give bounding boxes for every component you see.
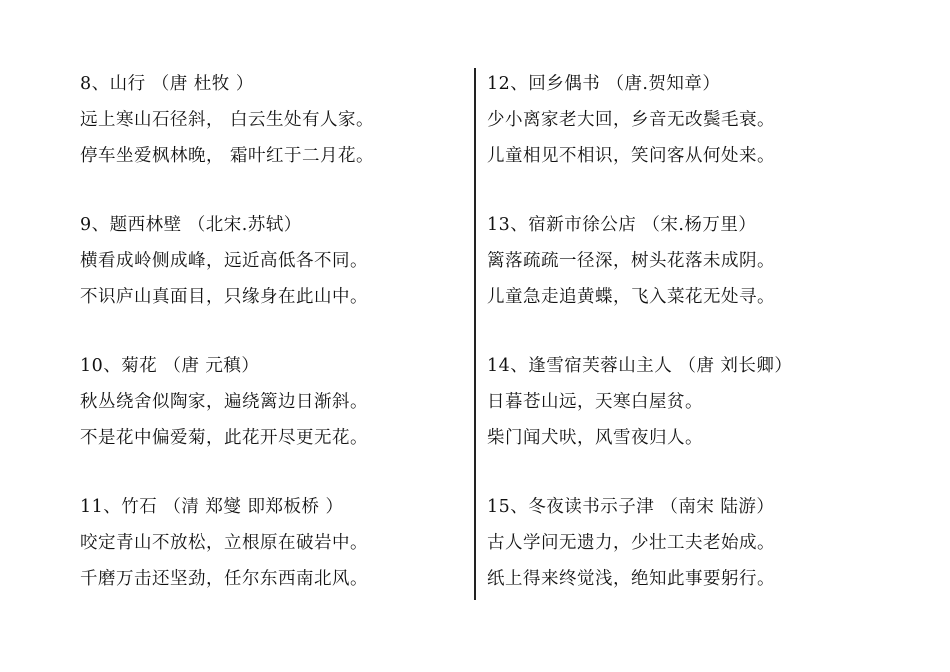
- poem-line: 远上寒山石径斜， 白云生处有人家。: [80, 110, 375, 130]
- poem-line: 柴门闻犬吠，风雪夜归人。: [487, 428, 703, 448]
- poem-12: [487, 66, 792, 207]
- poem-9: [80, 207, 374, 348]
- poem-15: [487, 489, 792, 630]
- poem-line: 儿童相见不相识，笑问客从何处来。: [487, 146, 775, 166]
- poem-line: 古人学问无遗力，少壮工夫老始成。: [487, 533, 775, 553]
- poem-13: [487, 207, 792, 348]
- right-column: [487, 66, 792, 630]
- poem-title: 8、山行 （唐 杜牧 ）: [80, 74, 254, 94]
- column-divider: [474, 68, 476, 600]
- poem-title: 13、宿新市徐公店 （宋.杨万里）: [487, 215, 757, 235]
- poem-line: 千磨万击还坚劲，任尔东西南北风。: [80, 569, 368, 589]
- poem-line: 纸上得来终觉浅，绝知此事要躬行。: [487, 569, 775, 589]
- poem-line: 不是花中偏爱菊，此花开尽更无花。: [80, 428, 368, 448]
- poem-title: 11、竹石 （清 郑燮 即郑板桥 ）: [80, 497, 344, 517]
- poem-title: 10、菊花 （唐 元稹）: [80, 356, 260, 376]
- poem-line: 横看成岭侧成峰，远近高低各不同。: [80, 251, 368, 271]
- poem-line: 儿童急走追黄蝶，飞入菜花无处寻。: [487, 287, 775, 307]
- poem-14: [487, 348, 792, 489]
- poem-title: 14、逢雪宿芙蓉山主人 （唐 刘长卿）: [487, 356, 793, 376]
- poem-8: [80, 66, 374, 207]
- poem-line: 篱落疏疏一径深，树头花落未成阴。: [487, 251, 775, 271]
- poem-title: 12、回乡偶书 （唐.贺知章）: [487, 74, 721, 94]
- poem-10: [80, 348, 374, 489]
- left-column: [80, 66, 374, 630]
- poem-line: 日暮苍山远，天寒白屋贫。: [487, 392, 703, 412]
- poem-line: 不识庐山真面目，只缘身在此山中。: [80, 287, 368, 307]
- poem-line: 少小离家老大回，乡音无改鬓毛衰。: [487, 110, 775, 130]
- poem-title: 9、题西林壁 （北宋.苏轼）: [80, 215, 302, 235]
- poem-11: [80, 489, 374, 630]
- poem-title: 15、冬夜读书示子津 （南宋 陆游）: [487, 497, 775, 517]
- poem-line: 秋丛绕舍似陶家，遍绕篱边日渐斜。: [80, 392, 368, 412]
- poem-line: 咬定青山不放松，立根原在破岩中。: [80, 533, 368, 553]
- poem-line: 停车坐爱枫林晚， 霜叶红于二月花。: [80, 146, 375, 166]
